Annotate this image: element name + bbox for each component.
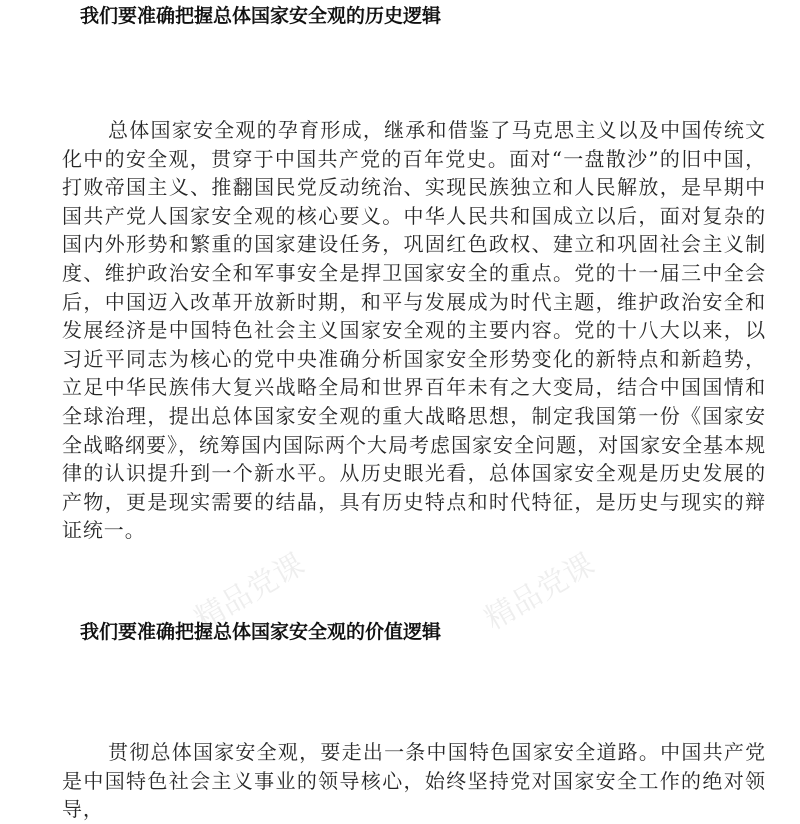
section-heading-history: 我们要准确把握总体国家安全观的历史逻辑 xyxy=(80,5,442,27)
section-heading-value: 我们要准确把握总体国家安全观的价值逻辑 xyxy=(80,621,442,643)
section-body-value: 贯彻总体国家安全观，要走出一条中国特色国家安全道路。中国共产党是中国特色社会主义事业的领导核心，始终坚持党对国家安全工作的绝对领导， xyxy=(62,740,766,822)
watermark: 精品党课 xyxy=(189,546,311,638)
watermark: 精品党课 xyxy=(479,546,601,638)
section-body-history: 总体国家安全观的孕育形成，继承和借鉴了马克思主义以及中国传统文化中的安全观，贯穿于中国共产党的百年党史。面对“一盘散沙”的旧中国，打败帝国主义、推翻国民党反动统治、实现民族独立和人民解放，是早期中国共产党人国家安全观的核心要义。中华人民共和国成立以后，面对复杂的国内外形势和繁重的国家建设任务，巩固红色政权、建立和巩固社会主义制度、维护政治安全和军事安全是捍卫国家安全的重点。党的十一届三中全会后，中国迈入改革开放新时期，和平与发展成为时代主题，维护政治安全和发展经济是中国特色社会主义国家安全观的主要内容。党的十八大以来，以习近平同志为核心的党中央准确分析国家安全形势变化的新特点和新趋势，立足中华民族伟大复兴战略全局和世界百年未有之大变局，结合中国国情和全球治理，提出总体国家安全观的重大战略思想，制定我国第一份《国家安全战略纲要》，统筹国内国际两个大局考虑国家安全问题，对国家安全基本规律的认识提升到一个新水平。从历史眼光看，总体国家安全观是历史发展的产物，更是现实需要的结晶，具有历史特点和时代特征，是历史与现实的辩证统一。 xyxy=(62,118,766,543)
